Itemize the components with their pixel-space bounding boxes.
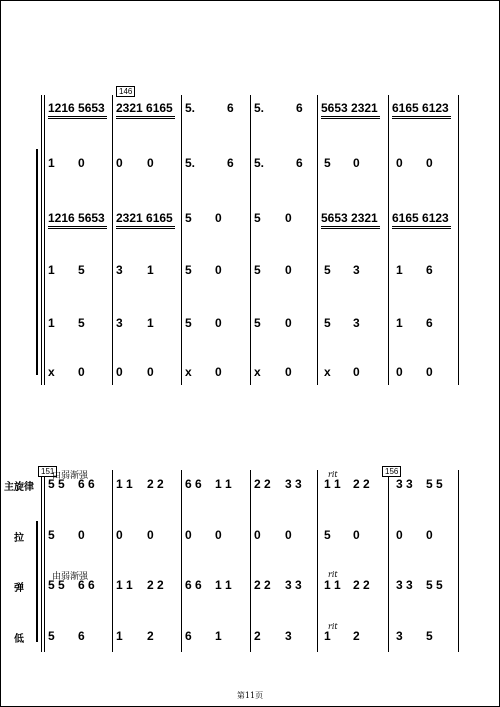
s1-note: 0 xyxy=(285,365,292,379)
beam xyxy=(392,226,451,227)
barline xyxy=(250,95,251,385)
barline xyxy=(317,470,318,652)
s1-note: 5 xyxy=(324,156,331,170)
s1-note: 0 xyxy=(116,365,123,379)
s1-note: 5653 2321 xyxy=(321,211,378,225)
s1-note: 2321 6165 xyxy=(116,211,173,225)
barline xyxy=(458,95,459,385)
s1-note: 0 xyxy=(215,316,222,330)
beam xyxy=(116,228,175,229)
s2-note: 6 6 xyxy=(185,578,202,592)
s1-note: x xyxy=(254,365,261,379)
rit-marking: rit xyxy=(328,570,338,579)
barline xyxy=(458,470,459,652)
s2-note: 0 xyxy=(285,528,292,542)
s1-note: 0 xyxy=(426,156,433,170)
s2-note: 5 5 xyxy=(426,477,443,491)
rit-marking: rit xyxy=(328,470,338,479)
beam xyxy=(392,228,451,229)
s2-note: 0 xyxy=(426,528,433,542)
s2-note: 5 5 xyxy=(48,578,65,592)
system-start-barline xyxy=(41,95,42,385)
s1-note: 1 xyxy=(48,316,55,330)
beam xyxy=(48,118,107,119)
s1-note: 5. xyxy=(254,156,265,170)
s2-note: 0 xyxy=(254,528,261,542)
measure-number: 151 xyxy=(38,466,57,477)
s1-note: 0 xyxy=(78,156,85,170)
barline xyxy=(317,95,318,385)
bracket xyxy=(36,521,38,642)
s1-note: 5 xyxy=(254,211,261,225)
measure-number: 146 xyxy=(116,86,135,97)
s1-note: 5. xyxy=(254,101,265,115)
s2-note: 3 xyxy=(285,629,292,643)
s1-note: 6165 6123 xyxy=(392,211,449,225)
s2-note: 5 xyxy=(324,528,331,542)
s2-note: 3 3 xyxy=(396,578,413,592)
s1-note: 0 xyxy=(215,211,222,225)
s1-note: 0 xyxy=(426,365,433,379)
s1-note: 0 xyxy=(285,316,292,330)
staff-label: 主旋律 xyxy=(4,482,34,493)
s1-note: 3 xyxy=(116,263,123,277)
s1-note: 0 xyxy=(147,156,154,170)
s1-note: 0 xyxy=(147,365,154,379)
page-footer: 第11页 xyxy=(236,691,264,700)
s1-note: 5 xyxy=(78,263,85,277)
s1-note: 6 xyxy=(296,101,303,115)
s1-note: 0 xyxy=(116,156,123,170)
s2-note: 2 xyxy=(147,629,154,643)
s2-note: 6 xyxy=(78,629,85,643)
barline xyxy=(112,95,113,385)
s2-note: 6 6 xyxy=(78,477,95,491)
beam xyxy=(116,118,175,119)
beam xyxy=(116,226,175,227)
s1-note: 1 xyxy=(48,156,55,170)
measure-number: 156 xyxy=(382,466,401,477)
barline xyxy=(181,95,182,385)
s1-note: x xyxy=(324,365,331,379)
barline xyxy=(250,470,251,652)
s1-note: 5 xyxy=(78,316,85,330)
s2-note: 6 6 xyxy=(185,477,202,491)
s1-note: 1 xyxy=(48,263,55,277)
s1-note: 3 xyxy=(353,263,360,277)
dynamic-marking: 由弱渐强 xyxy=(52,572,89,582)
s1-note: 0 xyxy=(285,263,292,277)
s1-note: 1 xyxy=(147,263,154,277)
s1-note: 5 xyxy=(254,263,261,277)
s2-note: 1 1 xyxy=(116,477,133,491)
s1-note: 0 xyxy=(353,365,360,379)
s2-note: 6 xyxy=(185,629,192,643)
s1-note: 5 xyxy=(185,211,192,225)
s1-note: 1 xyxy=(396,316,403,330)
s1-note: 0 xyxy=(215,263,222,277)
barline xyxy=(44,95,45,385)
s2-note: 2 2 xyxy=(147,578,164,592)
s2-note: 2 2 xyxy=(353,477,370,491)
s1-note: 0 xyxy=(396,365,403,379)
s2-note: 3 xyxy=(396,629,403,643)
beam xyxy=(321,116,380,117)
beam xyxy=(321,118,380,119)
beam xyxy=(392,118,451,119)
s1-note: 5 xyxy=(254,316,261,330)
barline xyxy=(388,95,389,385)
s2-note: 1 xyxy=(215,629,222,643)
s1-note: 0 xyxy=(215,365,222,379)
barline xyxy=(181,470,182,652)
s1-note: 5 xyxy=(185,263,192,277)
s2-note: 5 5 xyxy=(426,578,443,592)
s1-note: 6 xyxy=(426,316,433,330)
s2-note: 3 3 xyxy=(396,477,413,491)
s1-note: 6 xyxy=(426,263,433,277)
s1-note: 3 xyxy=(116,316,123,330)
s1-note: 5. xyxy=(185,156,196,170)
beam xyxy=(392,116,451,117)
s2-note: 2 2 xyxy=(254,477,271,491)
s2-note: 6 6 xyxy=(78,578,95,592)
s1-note: 5 xyxy=(324,316,331,330)
s2-note: 1 1 xyxy=(116,578,133,592)
s1-note: 5. xyxy=(185,101,196,115)
beam xyxy=(48,226,107,227)
bracket xyxy=(36,149,38,375)
beam xyxy=(321,226,380,227)
s1-note: 5 xyxy=(324,263,331,277)
s1-note: 1216 5653 xyxy=(48,211,105,225)
s1-note: x xyxy=(48,365,55,379)
s2-note: 3 3 xyxy=(285,578,302,592)
staff-label: 拉 xyxy=(14,533,24,544)
s2-note: 0 xyxy=(147,528,154,542)
s1-note: 5 xyxy=(185,316,192,330)
s1-note: 0 xyxy=(78,365,85,379)
s1-note: 6 xyxy=(227,101,234,115)
s1-note: x xyxy=(185,365,192,379)
s2-note: 0 xyxy=(396,528,403,542)
s2-note: 1 1 xyxy=(324,477,341,491)
s1-note: 6 xyxy=(296,156,303,170)
s2-note: 2 2 xyxy=(353,578,370,592)
s1-note: 1 xyxy=(396,263,403,277)
s1-note: 6165 6123 xyxy=(392,101,449,115)
s2-note: 3 3 xyxy=(285,477,302,491)
beam xyxy=(116,116,175,117)
s2-note: 1 xyxy=(116,629,123,643)
s2-note: 5 xyxy=(426,629,433,643)
s1-note: 5653 2321 xyxy=(321,101,378,115)
s1-note: 3 xyxy=(353,316,360,330)
s2-note: 0 xyxy=(185,528,192,542)
s1-note: 2321 6165 xyxy=(116,101,173,115)
s2-note: 0 xyxy=(215,528,222,542)
s2-note: 5 5 xyxy=(48,477,65,491)
s2-note: 2 xyxy=(353,629,360,643)
s1-note: 6 xyxy=(227,156,234,170)
s2-note: 0 xyxy=(353,528,360,542)
dynamic-marking: 由弱渐强 xyxy=(52,471,89,481)
s1-note: 0 xyxy=(353,156,360,170)
s2-note: 0 xyxy=(78,528,85,542)
s2-note: 2 2 xyxy=(147,477,164,491)
s2-note: 1 1 xyxy=(215,578,232,592)
s2-note: 0 xyxy=(116,528,123,542)
s2-note: 5 xyxy=(48,528,55,542)
s1-note: 1 xyxy=(147,316,154,330)
s2-note: 1 1 xyxy=(215,477,232,491)
s1-note: 1216 5653 xyxy=(48,101,105,115)
s2-note: 5 xyxy=(48,629,55,643)
system-start-barline xyxy=(41,470,42,652)
s2-note: 1 1 xyxy=(324,578,341,592)
barline xyxy=(112,470,113,652)
barline xyxy=(388,470,389,652)
s2-note: 2 xyxy=(254,629,261,643)
s2-note: 2 2 xyxy=(254,578,271,592)
beam xyxy=(48,228,107,229)
s1-note: 0 xyxy=(285,211,292,225)
staff-label: 低 xyxy=(14,634,24,645)
staff-label: 弹 xyxy=(14,583,24,594)
barline xyxy=(44,470,45,652)
s2-note: 1 xyxy=(324,629,331,643)
s1-note: 0 xyxy=(396,156,403,170)
rit-marking: rit xyxy=(328,622,338,631)
beam xyxy=(321,228,380,229)
beam xyxy=(48,116,107,117)
